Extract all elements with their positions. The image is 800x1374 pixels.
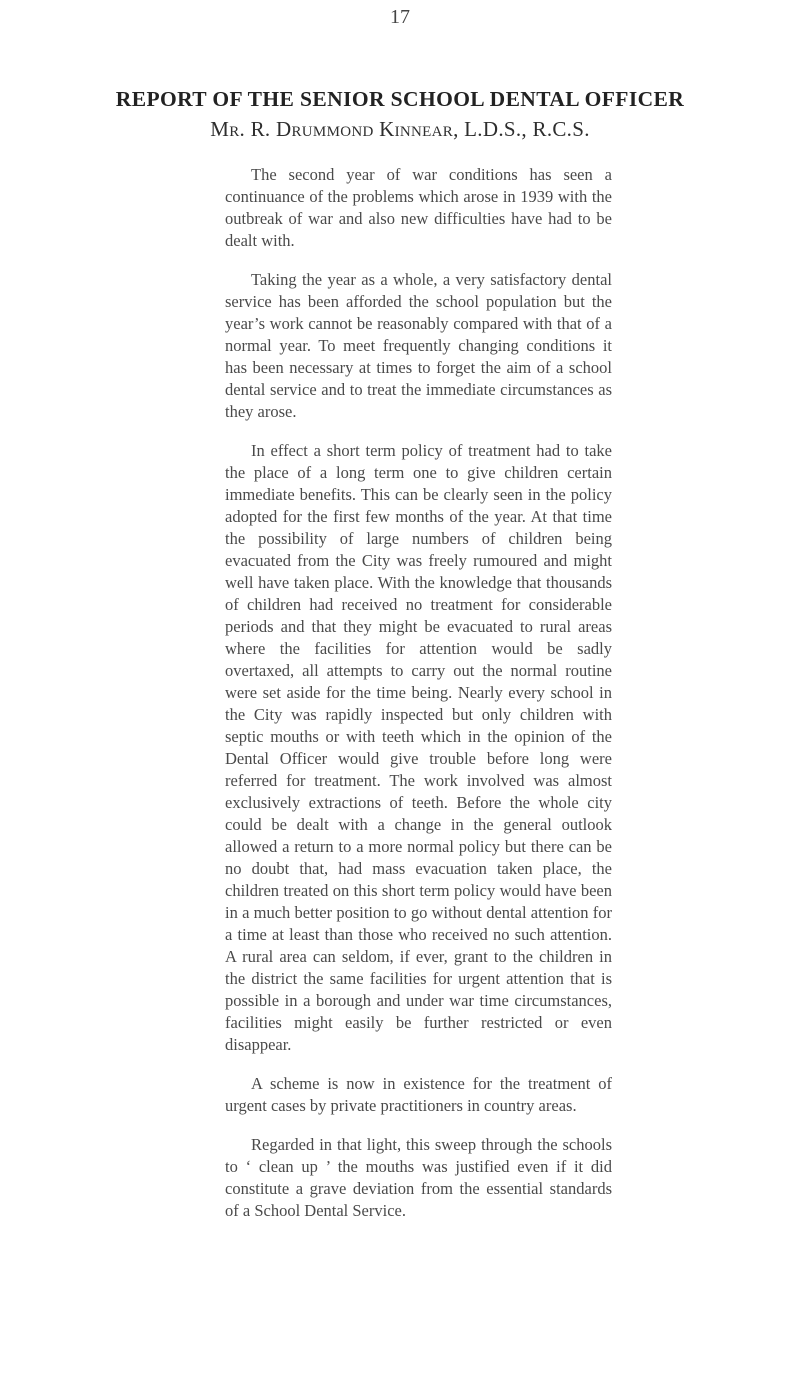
- paragraph-5: Regarded in that light, this sweep through the schools to ‘ clean up ’ the mouths was justified even if it did constitute a grave deviation from the essential standards of a School Dental Service.: [225, 1135, 612, 1220]
- author-line: Mr. R. Drummond Kinnear, L.D.S., R.C.S.: [210, 117, 590, 141]
- paragraph-1: The second year of war conditions has seen a continuance of the problems which arose in 1939 with the outbreak of war and also new difficulties have had to be dealt with.: [225, 165, 612, 250]
- page-number: 17: [390, 6, 410, 28]
- paragraph-4: A scheme is now in existence for the treatment of urgent cases by private practitioners in country areas.: [225, 1074, 612, 1115]
- paragraph-3: In effect a short term policy of treatment had to take the place of a long term one to give children certain immediate benefits. This can be clearly seen in the policy adopted for the first few months of the year. At that time the possibility of large numbers of children being evacuated from the City was freely rumoured and might well have taken place. With the knowledge that thousands of children had received no treatment for considerable periods and that they might be evacuated to rural areas where the facilities for attention would be sadly overtaxed, all attempts to carry out the normal routine were set aside for the time being. Nearly every school in the City was rapidly inspected but only children with septic mouths or with teeth which in the opinion of the Dental Officer would give trouble before long were referred for treatment. The work involved was almost exclusively extractions of teeth. Before the whole city could be dealt with a change in the general outlook allowed a return to a more normal policy but there can be no doubt that, had mass evacuation taken place, the children treated on this short term policy would have been in a much better position to go without dental attention for a time at least than those who received no such attention. A rural area can seldom, if ever, grant to the children in the district the same facilities for urgent attention that is possible in a borough and under war time circumstances, facilities might easily be further restricted or even disappear.: [225, 441, 612, 1054]
- paragraph-2: Taking the year as a whole, a very satisfactory dental service has been afforded the school population but the year’s work cannot be reasonably compared with that of a normal year. To meet frequently changing conditions it has been necessary at times to forget the aim of a school dental service and to treat the immediate circumstances as they arose.: [225, 270, 612, 421]
- report-title: REPORT OF THE SENIOR SCHOOL DENTAL OFFICER: [115, 87, 685, 111]
- report-body: [225, 164, 612, 1239]
